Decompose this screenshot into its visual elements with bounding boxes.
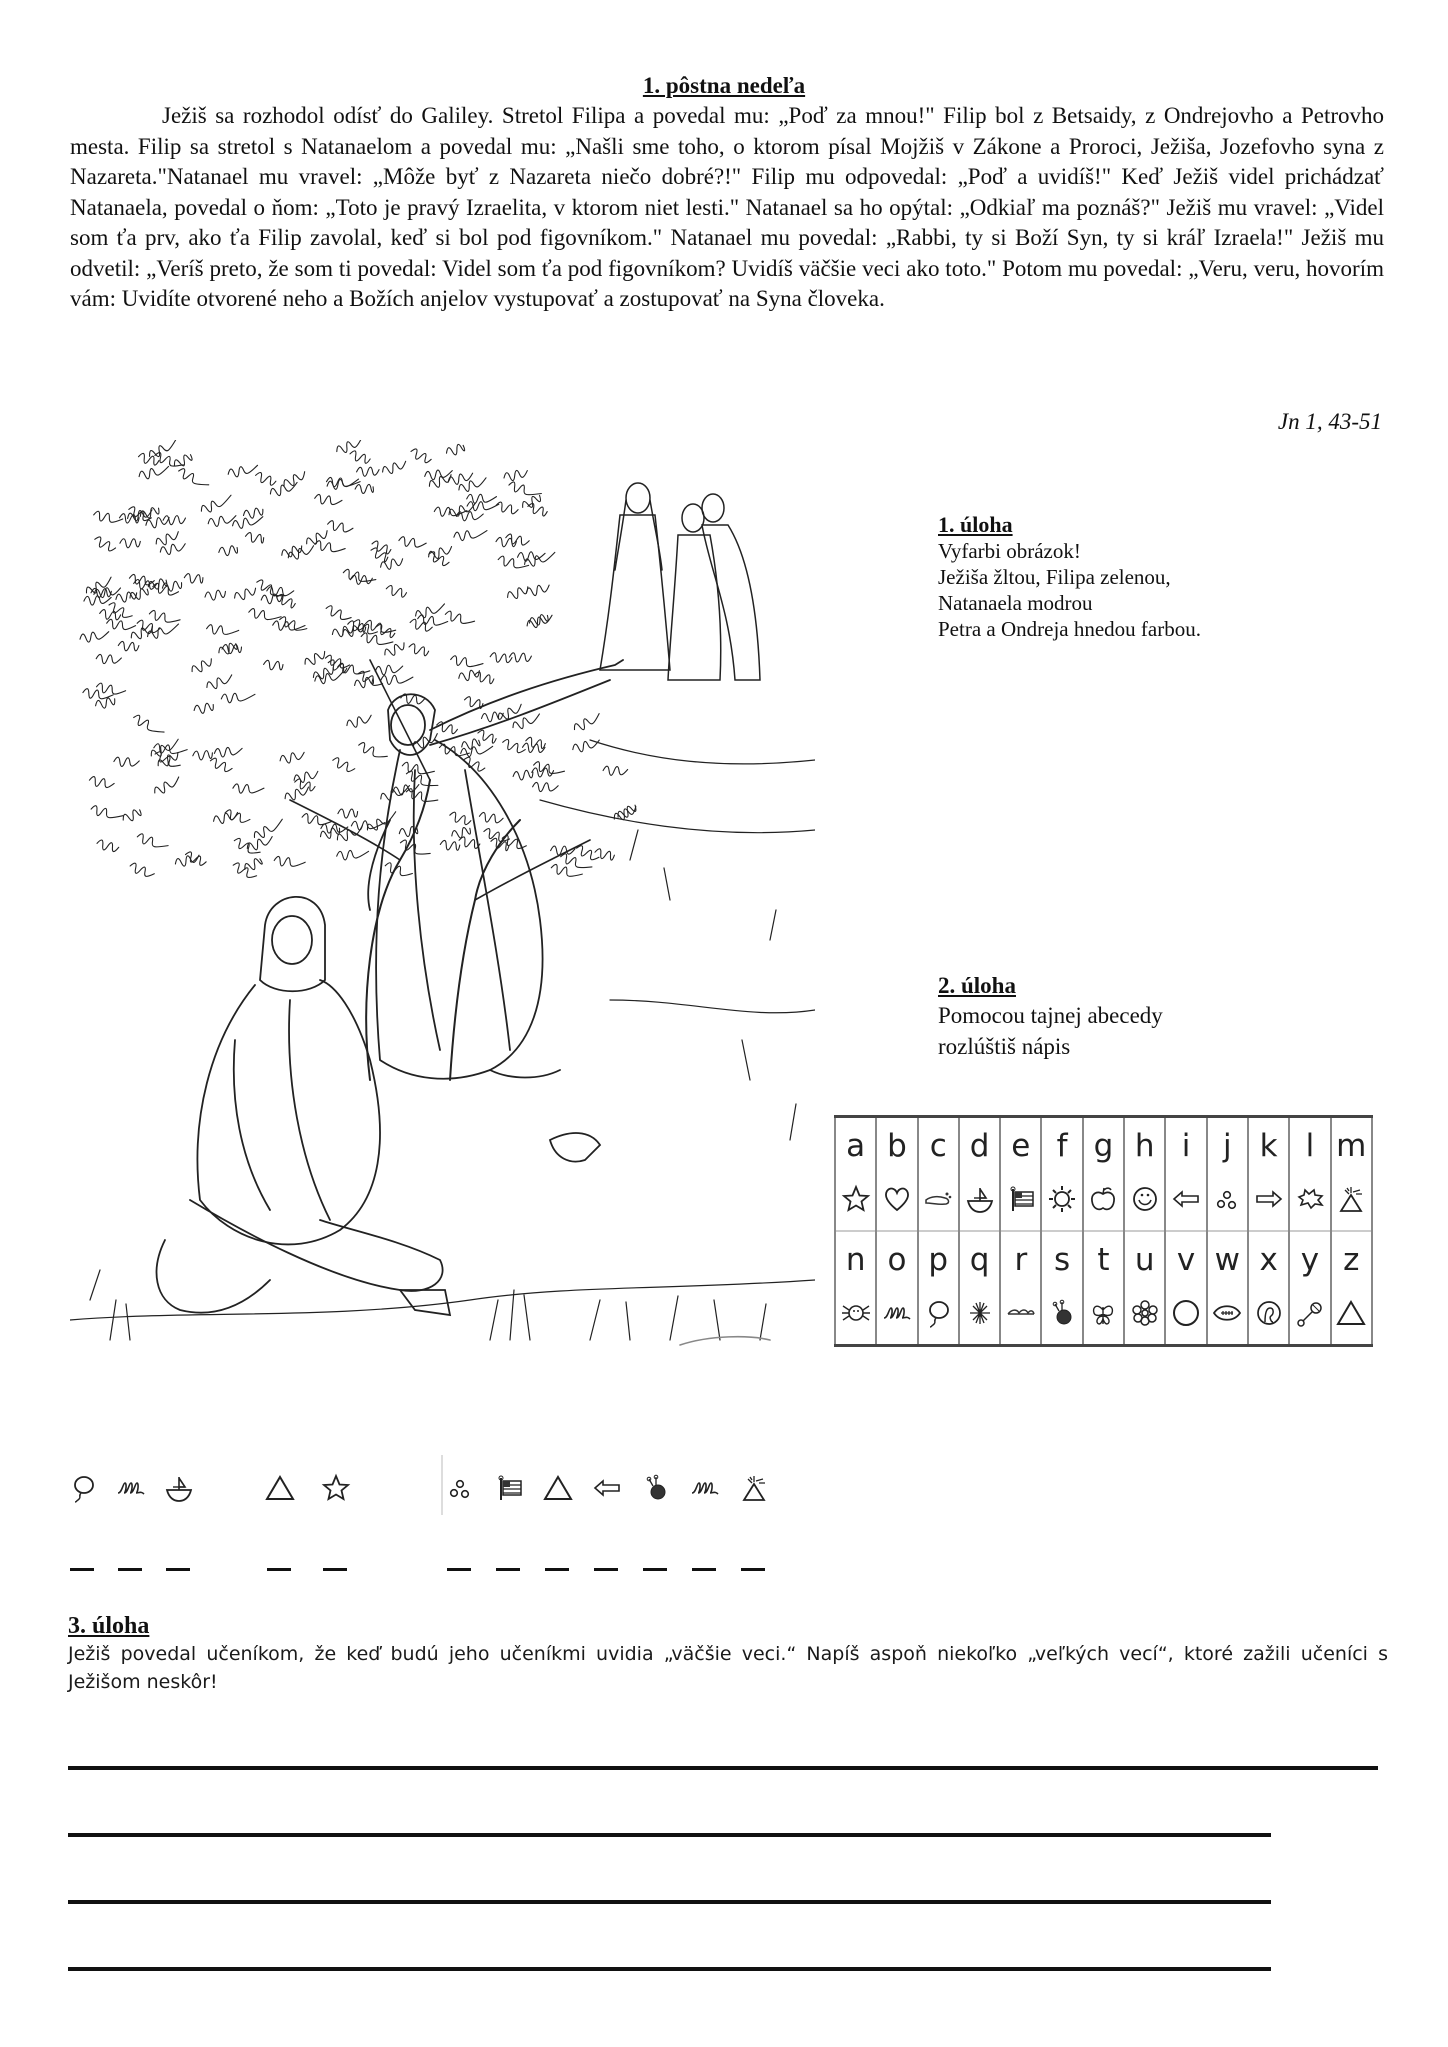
cipher-symbol-cell (1165, 1288, 1206, 1346)
balloon-icon (68, 1473, 98, 1503)
foot-icon (923, 1184, 953, 1214)
cipher-symbol-cell (1331, 1174, 1372, 1231)
puzzle-glyph (739, 1473, 779, 1517)
cipher-symbol-cell (959, 1288, 1000, 1346)
cipher-letter-cell: x (1248, 1231, 1289, 1288)
arrow-left-icon (592, 1473, 622, 1503)
triangle-icon (543, 1473, 573, 1503)
answer-blank[interactable] (741, 1568, 765, 1571)
task-1-line: Natanaela modrou (938, 591, 1093, 615)
puzzle-glyph (641, 1473, 681, 1517)
loops-icon (690, 1473, 720, 1503)
cipher-letter-cell: l (1289, 1117, 1330, 1175)
ladybug-icon (1047, 1298, 1077, 1328)
cipher-letter-cell: t (1083, 1231, 1124, 1288)
cipher-letter-cell: b (876, 1117, 917, 1175)
puzzle-glyph (68, 1473, 108, 1517)
puzzle-glyph (592, 1473, 632, 1517)
star-icon (321, 1473, 351, 1503)
puzzle-glyph (543, 1473, 583, 1517)
rattle-icon (1295, 1298, 1325, 1328)
splat-icon (1295, 1184, 1325, 1214)
cipher-symbol-cell (835, 1174, 876, 1231)
cipher-symbol-cell (1207, 1174, 1248, 1231)
secret-alphabet-table (834, 1115, 1373, 1347)
cipher-symbol-cell (1083, 1288, 1124, 1346)
puzzle-glyph (164, 1473, 204, 1517)
ladybug-icon (641, 1473, 671, 1503)
cipher-letter-cell: e (1000, 1117, 1041, 1175)
task-3-instructions: Ježiš povedal učeníkom, že keď budú jeho učeníkmi uvidia „väčšie veci.“ Napíš aspoň niekoľko „veľkých vecí“, ktoré zažili učeníci s Ježišom neskôr! (68, 1643, 1388, 1693)
three-dots-icon (445, 1473, 475, 1503)
page-title: 1. pôstna nedeľa (642, 73, 806, 98)
task-3-heading: 3. úloha (68, 1613, 150, 1639)
answer-line[interactable] (68, 1900, 1271, 1904)
cipher-symbol-cell (876, 1174, 917, 1231)
puzzle-glyph (321, 1473, 361, 1517)
answer-blank[interactable] (692, 1568, 716, 1571)
puzzle-glyph (265, 1473, 305, 1517)
balloon-icon (923, 1298, 953, 1328)
circle-icon (1171, 1298, 1201, 1328)
flag-icon (1006, 1184, 1036, 1214)
answer-blank[interactable] (545, 1568, 569, 1571)
cipher-symbol-cell (959, 1174, 1000, 1231)
cipher-letter-cell: m (1331, 1117, 1372, 1175)
cipher-symbol-cell (1207, 1288, 1248, 1346)
cipher-symbol-cell (835, 1288, 876, 1346)
cipher-letter-cell: p (918, 1231, 959, 1288)
answer-line[interactable] (68, 1766, 1378, 1770)
puzzle-glyph (116, 1473, 156, 1517)
tree-trunk (366, 780, 520, 1080)
boat-icon (164, 1473, 194, 1503)
apple-icon (1088, 1184, 1118, 1214)
answer-blank[interactable] (267, 1568, 291, 1571)
task-1-heading: 1. úloha (938, 512, 1013, 537)
task-1-line: Petra a Ondreja hnedou farbou. (938, 617, 1201, 641)
answer-line[interactable] (68, 1833, 1271, 1837)
cipher-letter-cell: v (1165, 1231, 1206, 1288)
spider-icon (841, 1298, 871, 1328)
cipher-symbol-cell (918, 1288, 959, 1346)
coloring-page-illustration (70, 440, 815, 1365)
word-separator (441, 1455, 443, 1515)
asterisk-icon (965, 1298, 995, 1328)
cipher-symbol-cell (1000, 1288, 1041, 1346)
cipher-letter-cell: n (835, 1231, 876, 1288)
football-icon (1212, 1298, 1242, 1328)
answer-blank[interactable] (118, 1568, 142, 1571)
answer-line[interactable] (68, 1967, 1271, 1971)
cipher-symbol-cell (1289, 1288, 1330, 1346)
scripture-reference: Jn 1, 43-51 (1277, 409, 1382, 434)
butterfly-icon (1088, 1298, 1118, 1328)
answer-blank[interactable] (643, 1568, 667, 1571)
cipher-symbol-cell (1083, 1174, 1124, 1231)
puzzle-glyph (445, 1473, 485, 1517)
answer-blank[interactable] (323, 1568, 347, 1571)
cipher-letter-cell: k (1248, 1117, 1289, 1175)
answer-blank[interactable] (166, 1568, 190, 1571)
wings-icon (1006, 1298, 1036, 1328)
cipher-symbol-cell (1000, 1174, 1041, 1231)
cipher-letter-cell: g (1083, 1117, 1124, 1175)
cipher-symbol-cell (1165, 1174, 1206, 1231)
background-figures (600, 483, 760, 680)
answer-blank[interactable] (496, 1568, 520, 1571)
sun-icon (1047, 1184, 1077, 1214)
sparkle-triangle-icon (1336, 1184, 1366, 1214)
fig-tree-foliage-icon (79, 440, 638, 881)
cipher-letter-cell: h (1124, 1117, 1165, 1175)
arrow-left-icon (1171, 1184, 1201, 1214)
triangle-icon (1336, 1298, 1366, 1328)
cipher-symbol-cell (1248, 1288, 1289, 1346)
cipher-letter-cell: s (1041, 1231, 1082, 1288)
heart-icon (882, 1184, 912, 1214)
cipher-symbol-cell (1331, 1288, 1372, 1346)
task-2-heading: 2. úloha (938, 973, 1016, 998)
cipher-symbol-cell (918, 1174, 959, 1231)
nathanael-figure (157, 897, 600, 1315)
three-dots-icon (1212, 1184, 1242, 1214)
task-2-line: rozlúštiš nápis (938, 1034, 1071, 1059)
cipher-letter-cell: a (835, 1117, 876, 1175)
cipher-letter-cell: i (1165, 1117, 1206, 1175)
flag-icon (494, 1473, 524, 1503)
story-paragraph: Ježiš sa rozhodol odísť do Galiley. Stretol Filipa a povedal mu: „Poď za mnou!" Filip bol z Betsaidy, z Ondrejovho a Petrovho mesta. Filip sa stretol s Natanaelom a povedal mu: „Našli sme toho, o ktorom písal Mojžiš v Zákone a Proroci, Ježiša, Jozefovho syna z Nazareta."Natanael mu vravel: „Môže byť z Nazareta niečo dobré?!" Filip mu odpovedal: „Poď a uvidíš!" Keď Ježiš videl prichádzať Natanaela, povedal o ňom: „Toto je pravý Izraelita, v ktorom niet lesti." Natanael sa ho opýtal: „Odkiaľ ma poznáš?" Ježiš mu vravel: „Videl som ťa prv, ako ťa Filip zavolal, keď si bol pod figovníkom." Natanael mu povedal: „Rabbi, ty si Boží Syn, ty si kráľ Izraela!" Ježiš mu odvetil: „Veríš preto, že som ti povedal: Videl som ťa pod figovníkom? Uvidíš väčšie veci ako toto." Potom mu povedal: „Veru, veru, hovorím vám: Uvidíte otvorené neho a Božích anjelov vystupovať a zostupovať na Syna človeka. (70, 103, 1384, 311)
cipher-symbol-cell (1041, 1288, 1082, 1346)
arrow-right-icon (1254, 1184, 1284, 1214)
answer-blank[interactable] (447, 1568, 471, 1571)
flower-icon (1130, 1298, 1160, 1328)
cipher-letter-cell: d (959, 1117, 1000, 1175)
task-2 (938, 972, 1163, 1062)
task-1 (938, 512, 1201, 642)
cipher-letter-cell: r (1000, 1231, 1041, 1288)
loops-icon (116, 1473, 146, 1503)
philip-figure (368, 660, 623, 1079)
answer-blank[interactable] (594, 1568, 618, 1571)
cipher-letter-cell: c (918, 1117, 959, 1175)
boat-icon (965, 1184, 995, 1214)
cipher-letter-cell: o (876, 1231, 917, 1288)
cipher-letter-cell: w (1207, 1231, 1248, 1288)
triangle-icon (265, 1473, 295, 1503)
cipher-letter-cell: u (1124, 1231, 1165, 1288)
story-text (70, 101, 1384, 315)
puzzle-glyph (494, 1473, 534, 1517)
cipher-letter-cell: j (1207, 1117, 1248, 1175)
task-2-line: Pomocou tajnej abecedy (938, 1003, 1163, 1028)
task-1-line: Ježiša žltou, Filipa zelenou, (938, 565, 1171, 589)
cipher-symbol-cell (876, 1288, 917, 1346)
cipher-letter-cell: q (959, 1231, 1000, 1288)
sparkle-triangle-icon (739, 1473, 769, 1503)
cipher-symbol-cell (1124, 1174, 1165, 1231)
smiley-icon (1130, 1184, 1160, 1214)
grass (70, 740, 815, 1340)
cipher-letter-cell: f (1041, 1117, 1082, 1175)
cipher-symbol-cell (1248, 1174, 1289, 1231)
cipher-symbol-cell (1124, 1288, 1165, 1346)
cipher-symbol-cell (1041, 1174, 1082, 1231)
star-icon (841, 1184, 871, 1214)
cipher-letter-cell: z (1331, 1231, 1372, 1288)
puzzle-glyph (690, 1473, 730, 1517)
answer-blank[interactable] (70, 1568, 94, 1571)
cipher-symbol-cell (1289, 1174, 1330, 1231)
task-1-line: Vyfarbi obrázok! (938, 539, 1081, 563)
loops-icon (882, 1298, 912, 1328)
task-3 (68, 1612, 1388, 1696)
spiral-circle-icon (1254, 1298, 1284, 1328)
cipher-letter-cell: y (1289, 1231, 1330, 1288)
